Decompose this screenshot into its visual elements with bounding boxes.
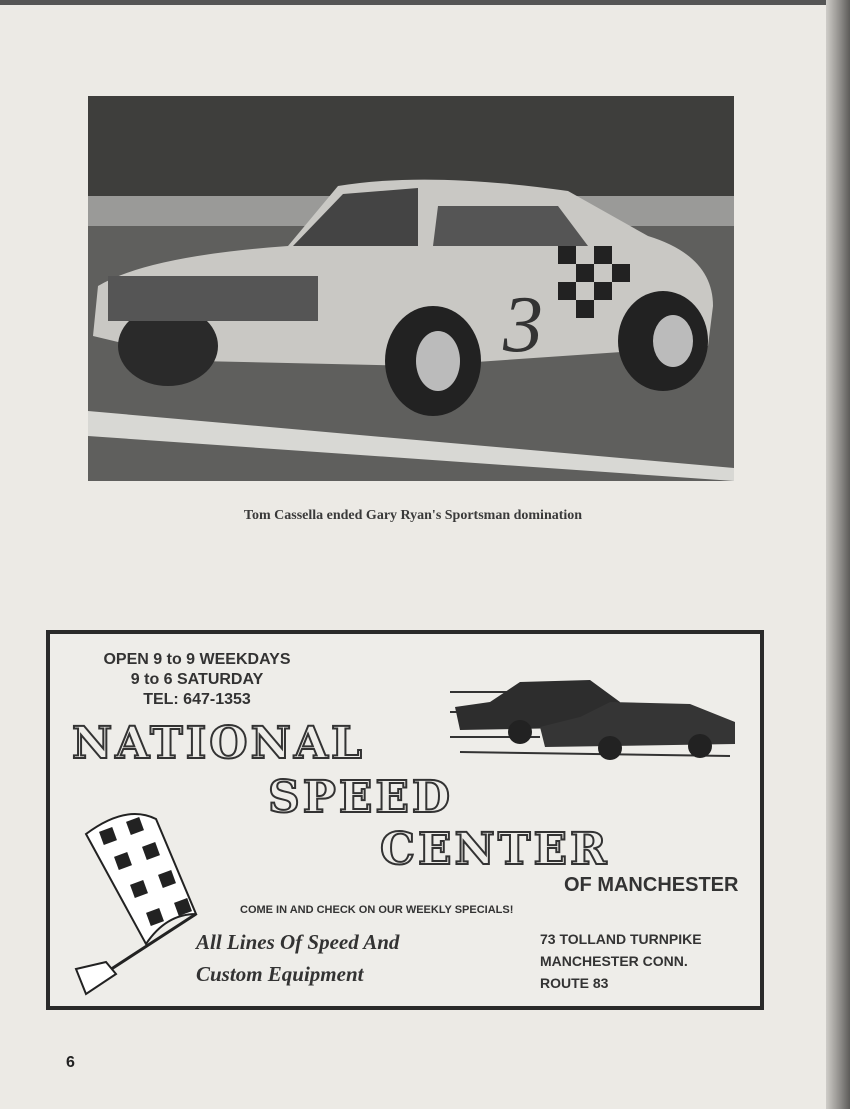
national-speed-center-ad — [46, 630, 764, 1010]
hours-saturday: 9 to 6 SATURDAY — [130, 671, 264, 688]
ad-title-national: NATIONAL — [72, 718, 365, 769]
ad-title-center: CENTER — [380, 824, 610, 875]
tagline-line-2: Custom Equipment — [196, 962, 364, 986]
store-hours — [92, 650, 302, 710]
address-street: 73 TOLLAND TURNPIKE — [540, 931, 702, 947]
race-cars-illustration — [450, 652, 750, 762]
photo-caption: Tom Cassella ended Gary Ryan's Sportsman domination — [243, 508, 583, 523]
ad-title-speed: SPEED — [268, 772, 454, 823]
ad-tagline — [196, 926, 399, 990]
address-city: MANCHESTER CONN. — [540, 953, 688, 969]
svg-text:3: 3 — [503, 281, 543, 369]
checkered-flag-icon — [56, 794, 206, 1004]
weekly-specials-text: COME IN AND CHECK ON OUR WEEKLY SPECIALS! — [240, 904, 514, 916]
tagline-line-1: All Lines Of Speed And — [196, 930, 400, 954]
store-address — [540, 928, 702, 994]
page-spine-edge — [826, 0, 850, 1109]
page-number: 6 — [66, 1054, 75, 1071]
phone-number: TEL: 647-1353 — [143, 691, 251, 708]
scan-top-edge — [0, 0, 850, 5]
address-route: ROUTE 83 — [540, 975, 609, 991]
hours-weekdays: OPEN 9 to 9 WEEKDAYS — [103, 651, 291, 668]
ad-location: OF MANCHESTER — [564, 874, 739, 896]
race-car-photo — [88, 96, 734, 481]
